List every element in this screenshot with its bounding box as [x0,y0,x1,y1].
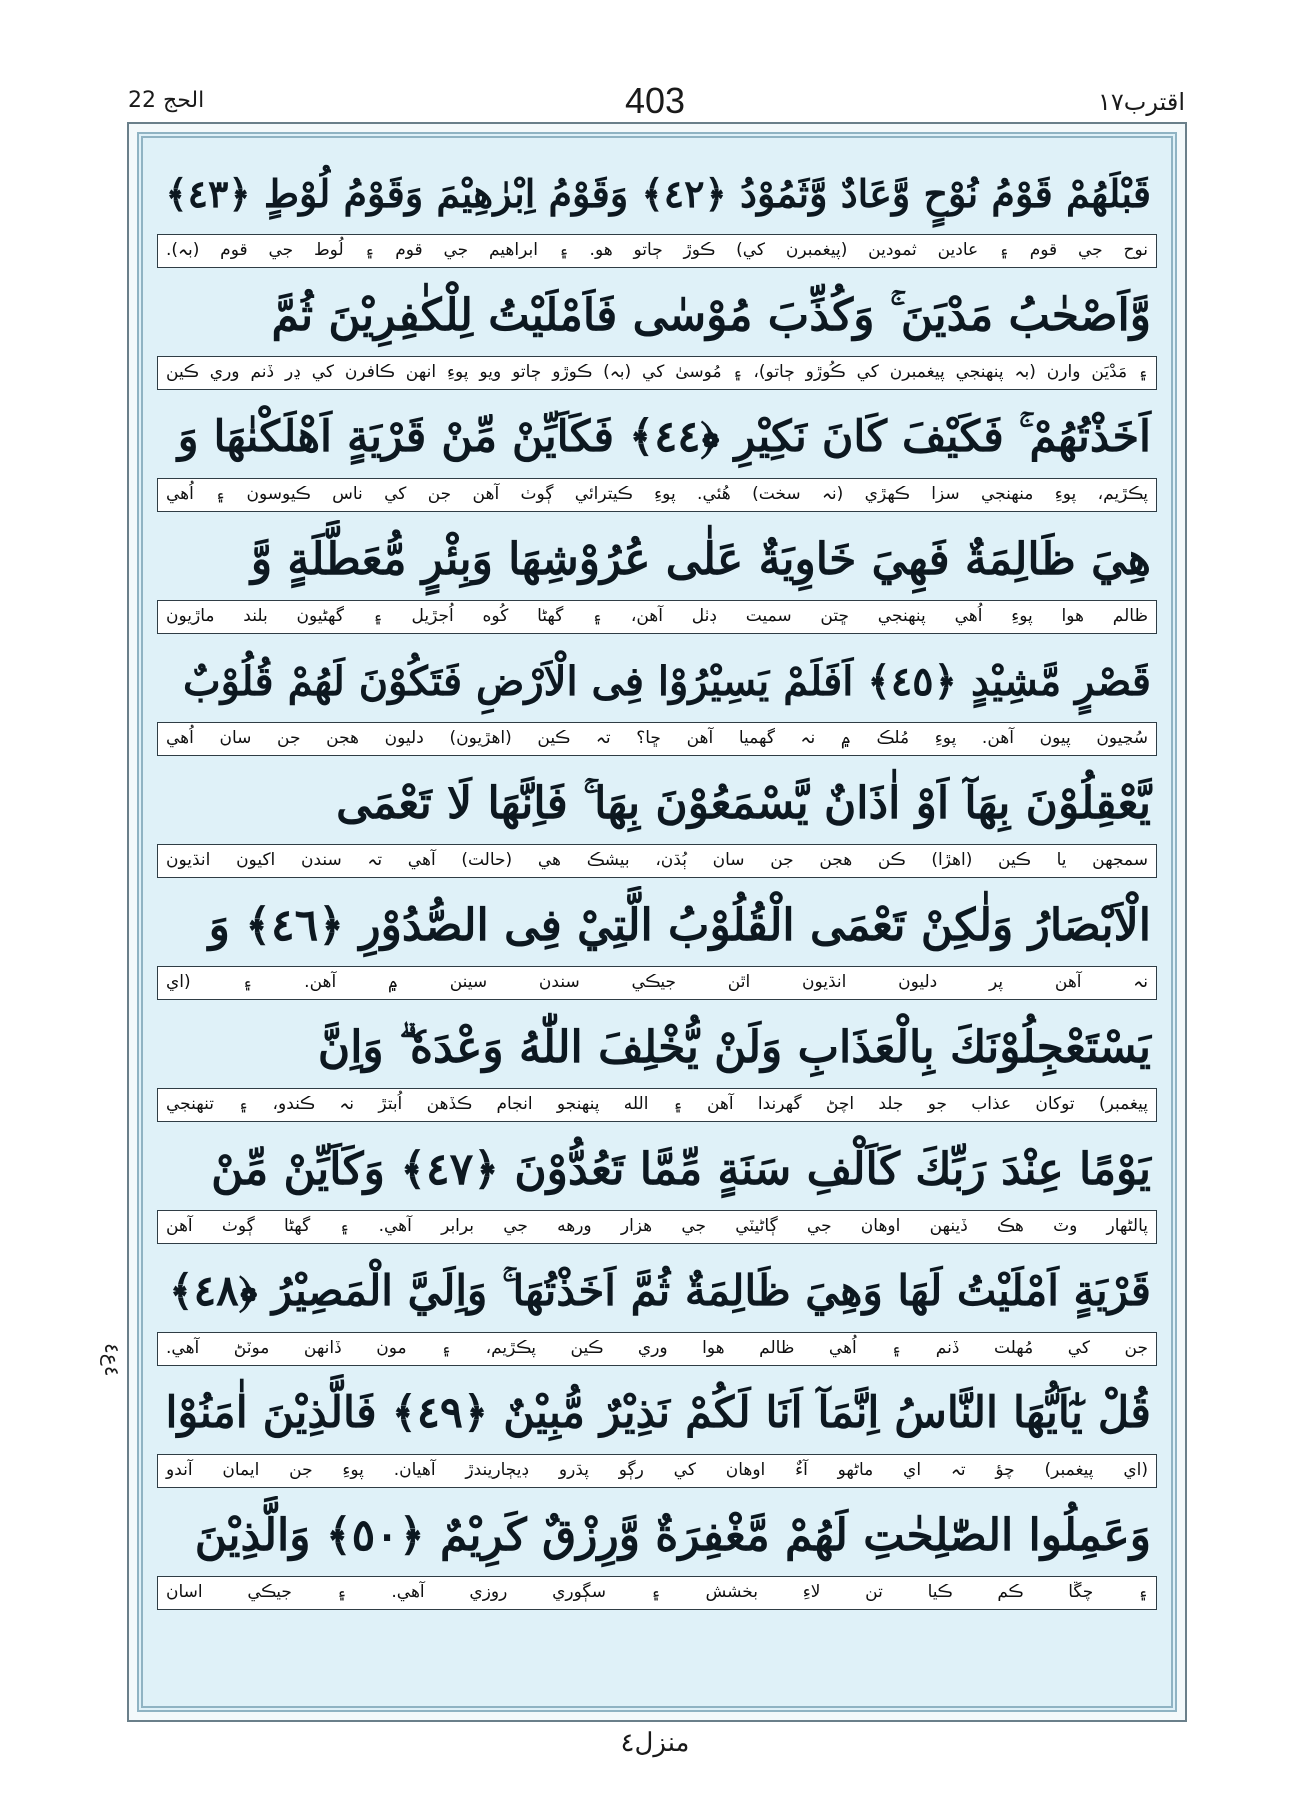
sindhi-translation: سُڃيون پيون آهن. پوءِ مُلڪ ۾ نہ گهميا آهن ڇا؟ تہ ڪين (اهڙيون) دليون هجن جن سان اُهي [157,722,1157,756]
sindhi-translation: پيغمبر) توکان عذاب جو جلد اچڻ گهرندا آهن ۽ الله پنهنجو انجام ڪڏهن اُبتڙ نہ ڪندو، ۽ تنهنجي [157,1088,1157,1122]
sindhi-translation: جن کي مُهلت ڏنم ۽ اُهي ظالم هوا وري ڪين پڪڙيم، ۽ مون ڏانهن موٽڻ آهي. [157,1332,1157,1366]
juz-name: اقترب١٧ [1098,88,1185,116]
page-frame [127,122,1187,1722]
arabic-ayah: هِيَ ظَالِمَةٌ فَهِيَ خَاوِيَةٌ عَلٰى عُرُوْشِهَا وَبِئْرٍ مُّعَطَّلَةٍ وَّ [250,533,1151,585]
arabic-ayah: قَرْيَةٍ اَمْلَيْتُ لَهَا وَهِيَ ظَالِمَةٌ ثُمَّ اَخَذْتُهَا ۚ وَاِلَيَّ الْمَصِيْرُ ﴿٤٨﴾ [168,1266,1151,1315]
text-area [157,152,1157,1692]
sindhi-translation: سمجهن يا ڪين (اهڙا) ڪن هجن جن سان ٻُڌن، بيشڪ هي (حالت) آهي تہ سندن اکيون انڌيون [157,844,1157,878]
arabic-ayah: قَصْرٍ مَّشِيْدٍ ﴿٤٥﴾ اَفَلَمْ يَسِيْرُوْا فِى الْاَرْضِ فَتَكُوْنَ لَهُمْ قُلُوْبٌ [182,657,1151,705]
ruku-marker: ٤ع٤ [100,1343,124,1377]
arabic-ayah: وَّاَصْحٰبُ مَدْيَنَ ۚ وَكُذِّبَ مُوْسٰى فَاَمْلَيْتُ لِلْكٰفِرِيْنَ ثُمَّ [271,289,1151,341]
page-frame-inner [137,132,1177,1712]
sindhi-translation: ظالم هوا پوءِ اُهي پنهنجي ڇتن سميت ڊٺل آهن، ۽ گهڻا کُوه اُجڙيل ۽ گهڻيون بلند ماڙيون [157,600,1157,634]
arabic-ayah: اَخَذْتُهُمْ ۚ فَكَيْفَ كَانَ نَكِيْرِ ﴿٤٤﴾ فَكَاَيِّنْ مِّنْ قَرْيَةٍ اَهْلَكْنٰهَا وَ [177,412,1151,462]
verse-line [157,1374,1157,1488]
sindhi-translation: ۽ چڱا ڪم ڪيا تن لاءِ بخشش ۽ سڳوري روزي آهي. ۽ جيڪي اسان [157,1576,1157,1610]
verse-line [157,398,1157,512]
sindhi-translation: پڪڙيم، پوءِ منهنجي سزا ڪهڙي (نہ سخت) هُئي. پوءِ ڪيترائي ڳوٺ آهن جن کي ناس ڪيوسون ۽ اُهي [157,478,1157,512]
verse-line [157,764,1157,878]
surah-name: الحج 22 [128,88,205,113]
verse-line [157,1130,1157,1244]
verse-line [157,642,1157,756]
page-number: 403 [624,80,686,121]
arabic-ayah: الْاَبْصَارُ وَلٰكِنْ تَعْمَى الْقُلُوْبُ الَّتِيْ فِى الصُّدُوْرِ ﴿٤٦﴾ وَ [208,899,1151,951]
verse-line [157,1252,1157,1366]
manzil-footer: منزل٤ [620,1728,690,1758]
sindhi-translation: (اي پيغمبر) چؤ تہ اي ماڻهو آءٌ اوهان کي رڳو پڌرو ڊيڄاريندڙ آهيان. پوءِ جن ايمان آندو [157,1454,1157,1488]
arabic-ayah: قُلْ يٰٓاَيُّهَا النَّاسُ اِنَّمَآ اَنَا لَكُمْ نَذِيْرٌ مُّبِيْنٌ ﴿٤٩﴾ فَالَّذِيْنَ اٰمَنُوْا [165,1388,1151,1438]
verse-line [157,1008,1157,1122]
verse-line [157,886,1157,1000]
verse-line [157,520,1157,634]
sindhi-translation: ۽ مَدْيَن وارن (بہ پنهنجي پيغمبرن کي ڪُوڙو ڄاتو)، ۽ مُوسىٰ کي (بہ) ڪوڙو ڄاتو ويو پوءِ انهن ڪافرن کي ڍر ڏنم وري ڪين [157,356,1157,390]
arabic-ayah: وَعَمِلُوا الصّٰلِحٰتِ لَهُمْ مَّغْفِرَةٌ وَّرِزْقٌ كَرِيْمٌ ﴿٥٠﴾ وَالَّذِيْنَ [194,1509,1151,1561]
arabic-ayah: يَّعْقِلُوْنَ بِهَآ اَوْ اٰذَانٌ يَّسْمَعُوْنَ بِهَا ۚ فَاِنَّهَا لَا تَعْمَى [336,777,1151,829]
sindhi-translation: نہ آهن پر دليون انڌيون اٿن جيڪي سندن سينن ۾ آهن. ۽ (اي [157,966,1157,1000]
verse-line [157,1496,1157,1610]
sindhi-translation: پالڻهار وٽ هڪ ڏينهن اوهان جي ڳاڻيٽي جي هزار ورهه جي برابر آهي. ۽ گهڻا ڳوٺ آهن [157,1210,1157,1244]
verse-line [157,154,1157,268]
arabic-ayah: يَسْتَعْجِلُوْنَكَ بِالْعَذَابِ وَلَنْ يُّخْلِفَ اللّٰهُ وَعْدَهٗ ۗ وَاِنَّ [317,1021,1151,1073]
verse-line [157,276,1157,390]
arabic-ayah: قَبْلَهُمْ قَوْمُ نُوْحٍ وَّعَادٌ وَّثَمُوْدُ ﴿٤٢﴾ وَقَوْمُ اِبْرٰهِيْمَ وَقَوْمُ لُوْطٍ ﴿٤٣﴾ [165,170,1151,216]
sindhi-translation: نوح جي قوم ۽ عادين ثمودين (پيغمبرن کي) ڪوڙ ڄاتو هو. ۽ ابراهيم جي قوم ۽ لُوط جي قوم (بہ). [157,234,1157,268]
arabic-ayah: يَوْمًا عِنْدَ رَبِّكَ كَاَلْفِ سَنَةٍ مِّمَّا تَعُدُّوْنَ ﴿٤٧﴾ وَكَاَيِّنْ مِّنْ [211,1143,1151,1195]
